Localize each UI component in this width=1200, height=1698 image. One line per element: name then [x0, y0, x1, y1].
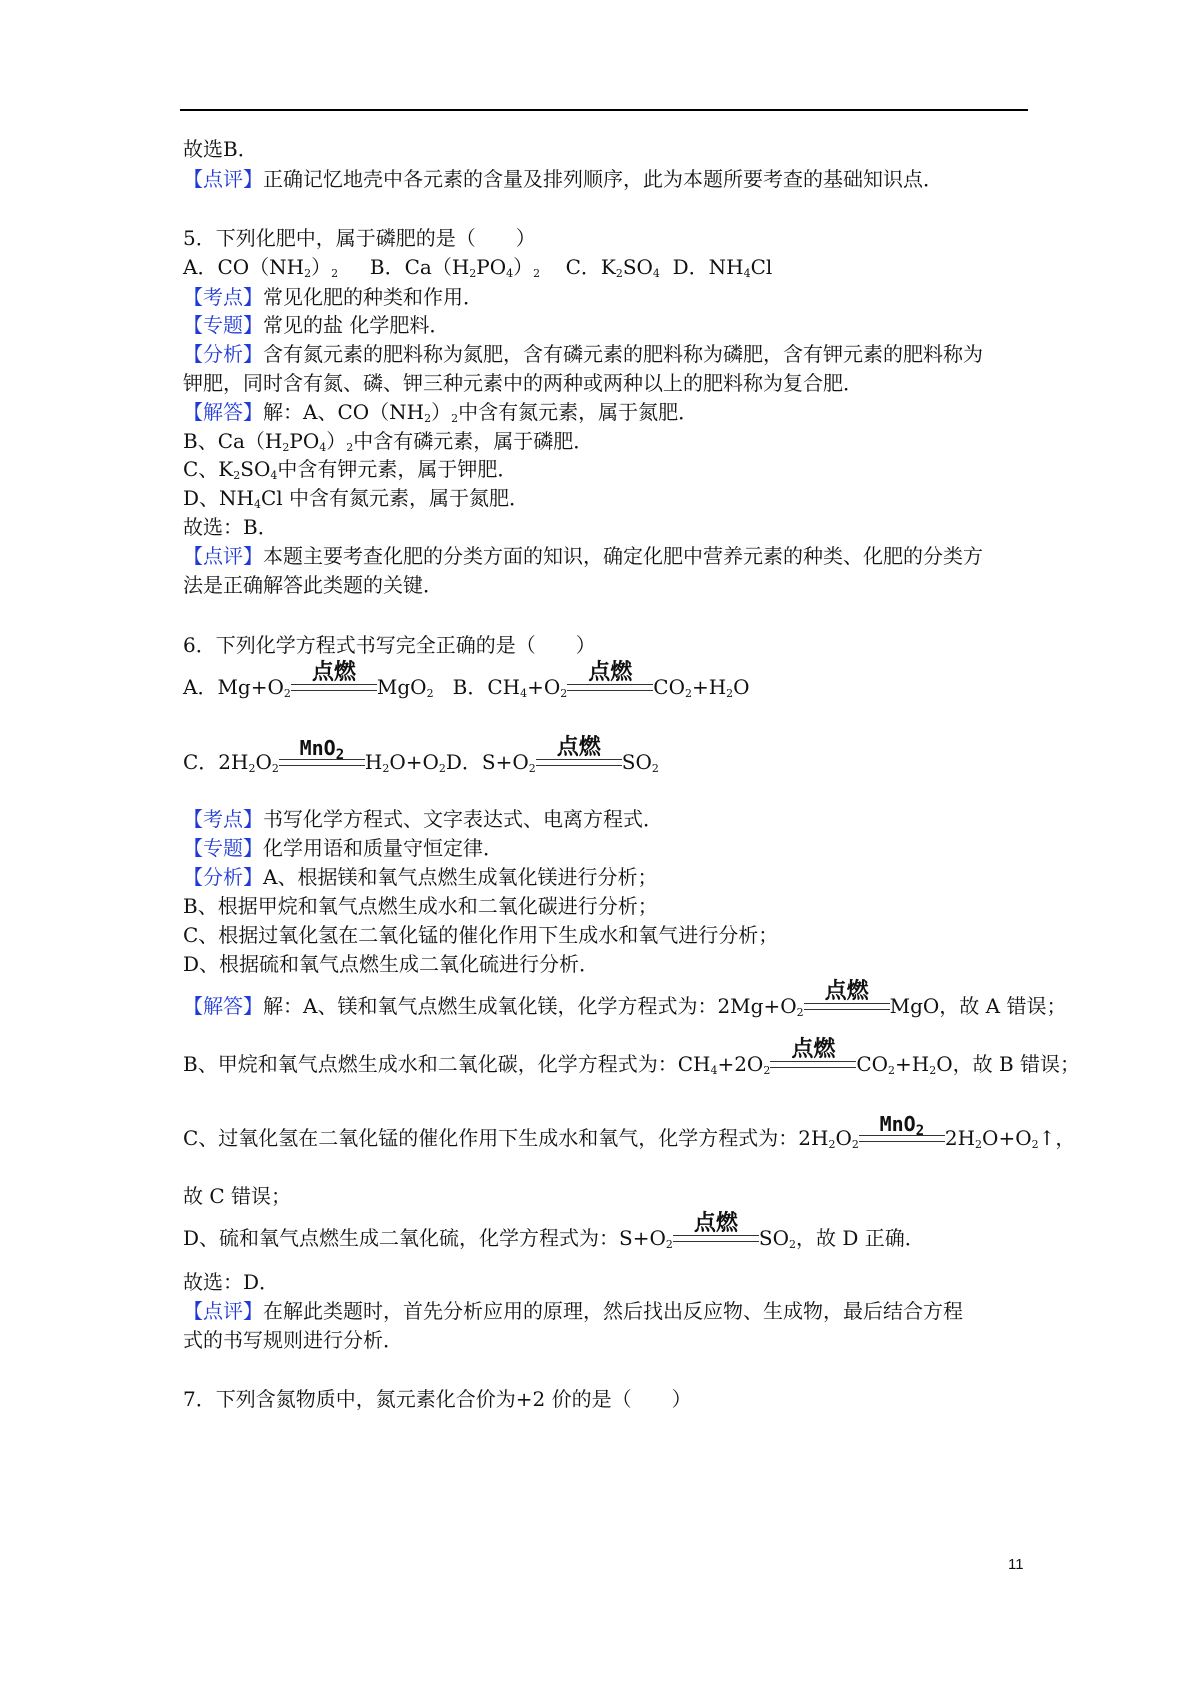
text-line: 【点评】本题主要考查化肥的分类方面的知识，确定化肥中营养元素的种类、化肥的分类方 [183, 544, 983, 568]
answer-line-c: C、过氧化氢在二氧化锰的催化作用下生成水和氧气，化学方程式为：$2H_2O_2$ MnO$_2$ $2H_2O+O_2↑$， [183, 1112, 1076, 1151]
analysis-tag: 【分析】 [183, 865, 263, 889]
text-line: 故选：D． [183, 1270, 280, 1294]
text-line: D、$NH_4Cl$ 中含有氮元素，属于氮肥． [183, 486, 530, 511]
text-line: 【分析】含有氮元素的肥料称为氮肥，含有磷元素的肥料称为磷肥，含有钾元素的肥料称为 [183, 342, 983, 366]
text-line: 【解答】解：A、$CO(NH_2)_2$中含有氮元素，属于氮肥． [183, 400, 699, 425]
answer-tag: 【解答】 [183, 400, 263, 424]
text-line: D、根据硫和氧气点燃生成二氧化硫进行分析． [183, 952, 600, 976]
reaction-arrow-catalyst: MnO$_2$ [279, 753, 365, 769]
question-6: 6．下列化学方程式书写完全正确的是（ ） [183, 633, 596, 657]
page-number: 11 [1008, 1556, 1024, 1573]
text-line: 【考点】常见化肥的种类和作用． [183, 285, 483, 309]
text-line: 【点评】在解此类题时，首先分析应用的原理，然后找出反应物、生成物，最后结合方程 [183, 1299, 963, 1323]
answer-line-b: B、甲烷和氧气点燃生成水和二氧化碳，化学方程式为：$CH_4+2O_2$ 点燃 $CO_2+H_2O$，故 B 错误； [183, 1037, 1081, 1077]
point-tag: 【考点】 [183, 285, 263, 309]
text-line: C、$K_2SO_4$中含有钾元素，属于钾肥． [183, 457, 518, 482]
reaction-arrow-catalyst: MnO$_2$ [859, 1129, 945, 1145]
comment-tag: 【点评】 [183, 544, 263, 568]
text-line: 【专题】化学用语和质量守恒定律． [183, 836, 503, 860]
text-line: 故选：B． [183, 515, 278, 539]
q6-options-cd: C．$2H_2O_2$ MnO$_2$ $H_2O+O_2D$．$S+O_2$ 点燃 $SO_2$ [183, 735, 659, 775]
question-7: 7．下列含氮物质中，氮元素化合价为+2 价的是（ ） [183, 1387, 692, 1411]
topic-tag: 【专题】 [183, 836, 263, 860]
reaction-arrow-ignite: 点燃 [536, 753, 622, 769]
text-line: 【分析】A、根据镁和氧气点燃生成氧化镁进行分析； [183, 865, 658, 889]
reaction-arrow-ignite: 点燃 [770, 1055, 856, 1071]
answer-line-a: 【解答】解：A、镁和氧气点燃生成氧化镁，化学方程式为：$2Mg+O_2$ 点燃 MgO，故 A 错误； [183, 979, 1067, 1019]
question-5: 5．下列化肥中，属于磷肥的是（ ） [183, 226, 536, 250]
answer-line-d: D、硫和氧气点燃生成二氧化硫，化学方程式为：$S+O_2$ 点燃 $SO_2$，故 D 正确． [183, 1211, 925, 1251]
header-rule [180, 109, 1028, 111]
text-line: 【点评】正确记忆地壳中各元素的含量及排列顺序，此为本题所要考查的基础知识点． [183, 167, 943, 191]
reaction-arrow-ignite: 点燃 [673, 1229, 759, 1245]
q5-options: A．$CO(NH_2)_2$ B．$Ca(H_2PO_4)_2$ C．$K_2SO_4$ D．$NH_4Cl$ [183, 255, 773, 280]
text-line: 【考点】书写化学方程式、文字表达式、电离方程式． [183, 807, 663, 831]
topic-tag: 【专题】 [183, 313, 263, 337]
point-tag: 【考点】 [183, 807, 263, 831]
text-line: 法是正确解答此类题的关键． [183, 573, 443, 597]
text-line: 【专题】常见的盐 化学肥料． [183, 313, 450, 337]
text-line: 钾肥，同时含有氮、磷、钾三种元素中的两种或两种以上的肥料称为复合肥． [183, 371, 863, 395]
text-line: 故 C 错误； [183, 1184, 292, 1208]
text-line: B、根据甲烷和氧气点燃生成水和二氧化碳进行分析； [183, 894, 658, 918]
reaction-arrow-ignite: 点燃 [291, 678, 377, 694]
answer-tag: 【解答】 [183, 994, 263, 1018]
analysis-tag: 【分析】 [183, 342, 263, 366]
q6-options-ab: A．$Mg+O_2$ 点燃 MgO$_2$ B．$CH_4+O_2$ 点燃 $CO_2+H_2O$ [183, 660, 750, 700]
text-line: C、根据过氧化氢在二氧化锰的催化作用下生成水和氧气进行分析； [183, 923, 779, 947]
comment-tag: 【点评】 [183, 1299, 263, 1323]
text-line: 式的书写规则进行分析． [183, 1328, 403, 1352]
reaction-arrow-ignite: 点燃 [804, 997, 890, 1013]
reaction-arrow-ignite: 点燃 [567, 678, 653, 694]
comment-tag: 【点评】 [183, 167, 263, 191]
text-line: 故选B． [183, 137, 258, 161]
text-line: B、$Ca(H_2PO_4)_2$中含有磷元素，属于磷肥． [183, 429, 594, 454]
